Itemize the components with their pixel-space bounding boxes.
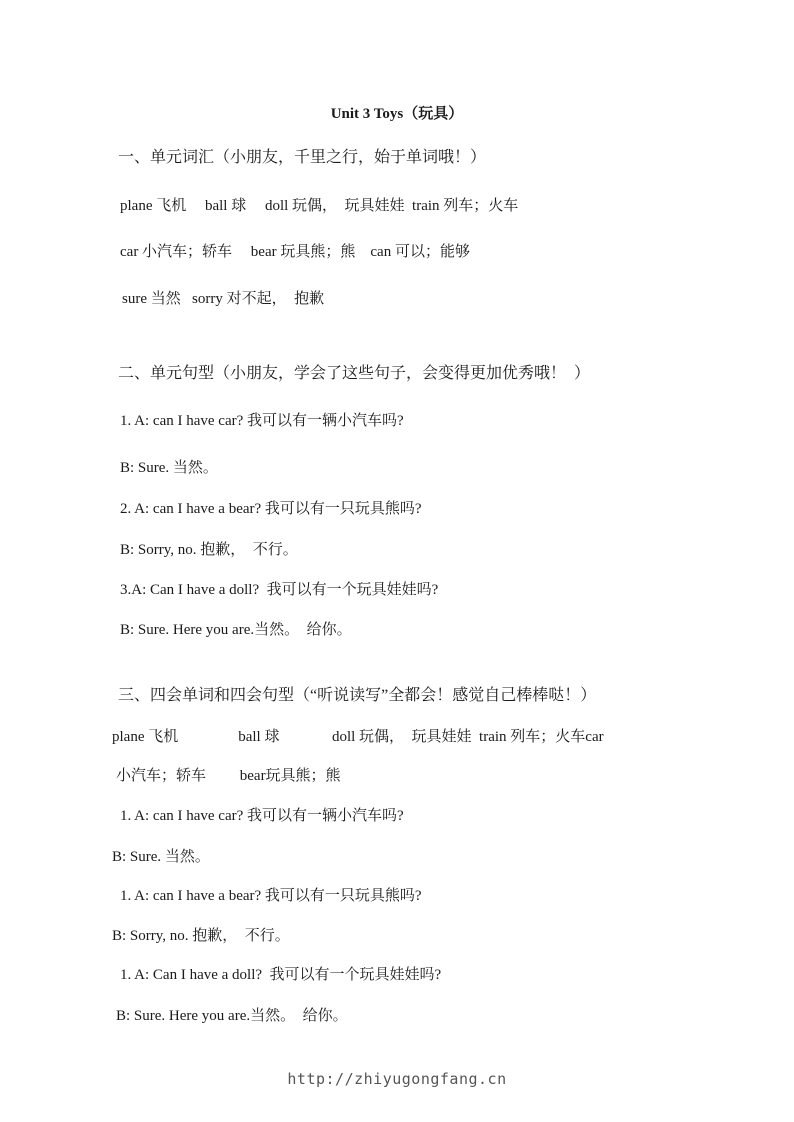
sentence-line: B: Sure. Here you are.当然。 给你。 xyxy=(116,1008,348,1024)
sentence-line: 1. A: can I have car? 我可以有一辆小汽车吗? xyxy=(120,808,404,824)
vocab-line: plane 飞机 ball 球 doll 玩偶， 玩具娃娃 train 列车；火车car xyxy=(112,729,604,745)
sentence-line: B: Sure. 当然。 xyxy=(112,849,210,865)
sentence-line: 1. A: Can I have a doll? 我可以有一个玩具娃娃吗? xyxy=(120,967,442,983)
sentence-line: 1. A: can I have a bear? 我可以有一只玩具熊吗? xyxy=(120,888,422,904)
vocab-line: sure 当然 sorry 对不起， 抱歉 xyxy=(122,291,325,307)
footer-url: http://zhiyugongfang.cn xyxy=(287,1070,507,1088)
section-2-heading: 二、单元句型（小朋友，学会了这些句子，会变得更加优秀哦！ ） xyxy=(118,365,591,382)
vocab-line: plane 飞机 ball 球 doll 玩偶， 玩具娃娃 train 列车；火车 xyxy=(120,198,519,214)
sentence-line: B: Sure. 当然。 xyxy=(120,460,218,476)
section-1-heading: 一、单元词汇（小朋友，千里之行，始于单词哦！） xyxy=(118,149,487,166)
sentence-line: B: Sure. Here you are.当然。 给你。 xyxy=(120,622,352,638)
vocab-line: 小汽车；轿车 bear玩具熊；熊 xyxy=(116,768,341,784)
page-title: Unit 3 Toys（玩具） xyxy=(330,106,464,122)
sentence-line: B: Sorry, no. 抱歉， 不行。 xyxy=(120,542,298,558)
sentence-line: 2. A: can I have a bear? 我可以有一只玩具熊吗? xyxy=(120,501,422,517)
sentence-line: B: Sorry, no. 抱歉， 不行。 xyxy=(112,928,290,944)
section-3-heading: 三、四会单词和四会句型（“听说读写”全都会！感觉自己棒棒哒！） xyxy=(118,687,597,704)
sentence-line: 1. A: can I have car? 我可以有一辆小汽车吗? xyxy=(120,413,404,429)
sentence-line: 3.A: Can I have a doll? 我可以有一个玩具娃娃吗? xyxy=(120,582,439,598)
vocab-line: car 小汽车；轿车 bear 玩具熊；熊 can 可以；能够 xyxy=(120,244,470,260)
